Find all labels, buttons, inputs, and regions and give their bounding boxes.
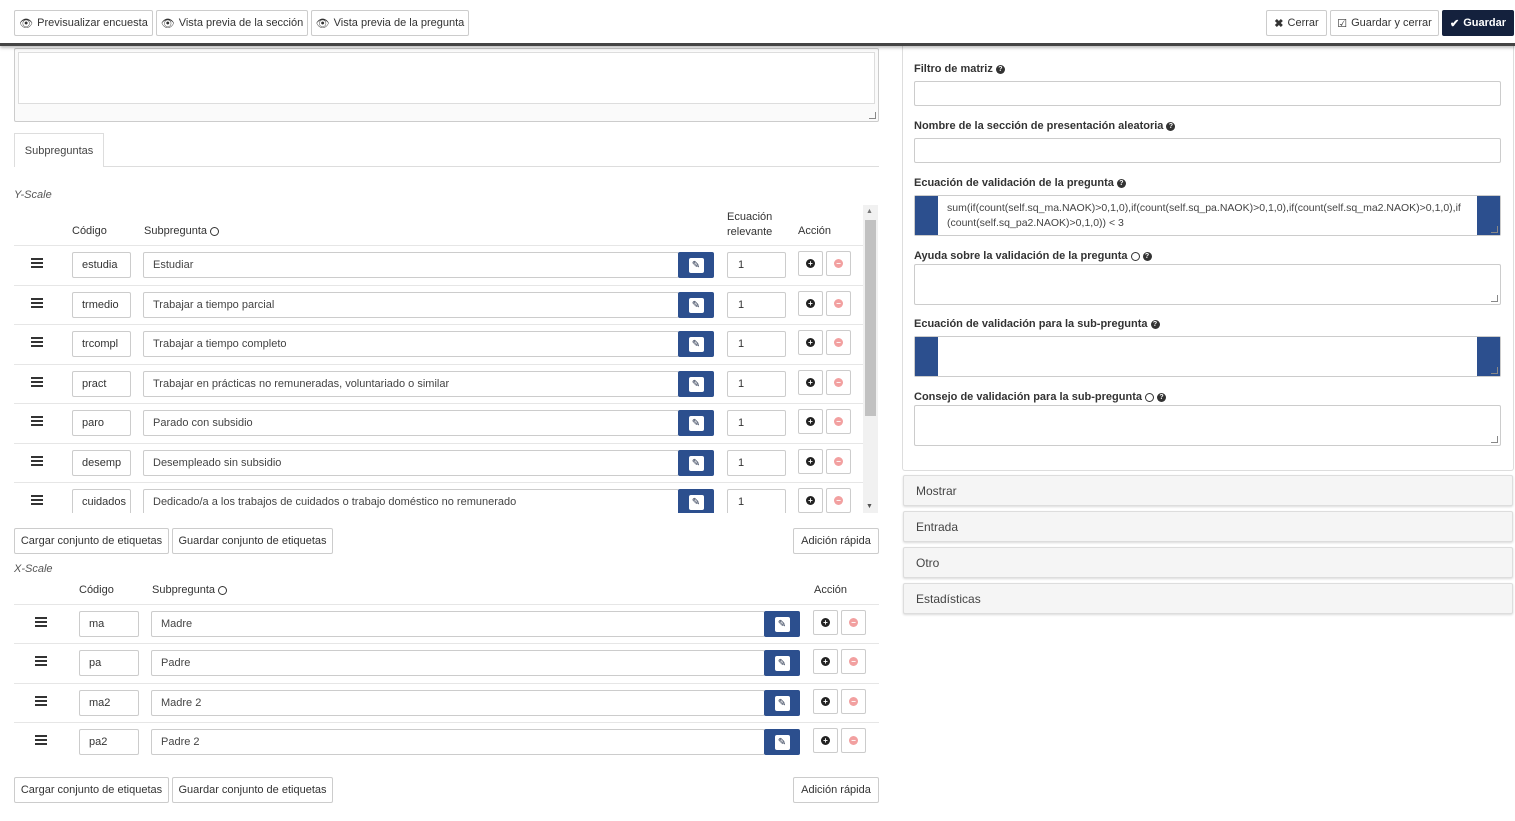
y-header-subquestion: Subpregunta (144, 225, 219, 237)
y-scale-rows (0, 0, 880, 513)
accordion-display[interactable]: Mostrar (903, 475, 1513, 506)
drag-handle-icon[interactable] (35, 735, 47, 745)
row-divider (14, 403, 863, 404)
row-divider (14, 324, 863, 325)
pencil-icon: ✎ (775, 617, 790, 632)
x-header-subquestion: Subpregunta (152, 584, 227, 596)
plus-icon: + (806, 259, 815, 268)
add-row-button[interactable] (813, 649, 838, 674)
top-toolbar (0, 0, 1515, 46)
drag-handle-icon[interactable] (31, 495, 43, 505)
pencil-icon: ✎ (689, 495, 704, 510)
x-load-labels-button[interactable]: Cargar conjunto de etiquetas (14, 777, 169, 803)
add-row-button[interactable] (798, 449, 823, 474)
globe-icon (218, 586, 227, 595)
subquestion-code-input[interactable]: paro (72, 410, 131, 436)
minus-icon: − (834, 338, 843, 347)
validation-help-input[interactable] (914, 264, 1501, 305)
random-group-input[interactable] (914, 138, 1501, 163)
add-row-button[interactable] (813, 689, 838, 714)
save-button[interactable]: ✔ Guardar (1442, 10, 1514, 36)
x-save-labels-button[interactable]: Guardar conjunto de etiquetas (172, 777, 333, 803)
x-scale-title: X-Scale (14, 563, 53, 575)
row-divider (14, 364, 863, 365)
edit-button[interactable] (678, 410, 714, 436)
edit-button[interactable] (678, 252, 714, 278)
subquestion-text-input[interactable]: Dedicado/a a los trabajos de cuidados o trabajo doméstico no remunerado (143, 489, 679, 513)
delete-row-button[interactable] (826, 449, 851, 474)
subquestion-text-input[interactable]: Trabajar a tiempo completo (143, 331, 679, 357)
drag-handle-icon[interactable] (31, 258, 43, 268)
sub-validation-equation-label: Ecuación de validación para la sub-pregunta ? (914, 318, 1160, 330)
delete-row-button[interactable] (841, 689, 866, 714)
plus-icon: + (821, 736, 830, 745)
globe-icon (1145, 393, 1154, 402)
plus-icon: + (821, 697, 830, 706)
edit-button[interactable] (678, 489, 714, 513)
add-row-button[interactable] (798, 251, 823, 276)
expression-left-handle[interactable] (915, 196, 938, 235)
globe-icon (1131, 252, 1140, 261)
delete-row-button[interactable] (826, 488, 851, 513)
sub-validation-tip-input[interactable] (914, 405, 1501, 446)
help-icon[interactable]: ? (996, 65, 1005, 74)
edit-button[interactable] (764, 690, 800, 716)
preview-survey-button[interactable]: 👁 Previsualizar encuesta (14, 10, 153, 36)
delete-row-button[interactable] (826, 370, 851, 395)
checkbox-icon: ☑ (1337, 17, 1348, 30)
minus-icon: − (834, 259, 843, 268)
subquestion-text-input[interactable]: Padre (151, 650, 765, 676)
add-row-button[interactable] (813, 728, 838, 753)
plus-icon: + (806, 338, 815, 347)
subquestion-code-input[interactable]: desemp (72, 450, 131, 476)
close-icon: ✖ (1274, 17, 1284, 30)
expression-left-handle[interactable] (915, 337, 938, 376)
minus-icon: − (834, 496, 843, 505)
relevance-input[interactable]: 1 (727, 331, 786, 357)
relevance-input[interactable]: 1 (727, 292, 786, 318)
add-row-button[interactable] (798, 409, 823, 434)
plus-icon: + (821, 657, 830, 666)
plus-icon: + (821, 618, 830, 627)
subquestion-code-input[interactable]: pract (72, 371, 131, 397)
check-icon: ✔ (1449, 17, 1460, 30)
subquestion-text-input[interactable]: Madre 2 (151, 690, 765, 716)
drag-handle-icon[interactable] (35, 656, 47, 666)
row-divider (14, 443, 863, 444)
accordion-input[interactable]: Entrada (903, 511, 1513, 542)
x-quick-add-button[interactable]: Adición rápida (793, 777, 879, 803)
edit-button[interactable] (764, 650, 800, 676)
delete-row-button[interactable] (826, 291, 851, 316)
drag-handle-icon[interactable] (31, 298, 43, 308)
edit-button[interactable] (764, 611, 800, 637)
minus-icon: − (834, 299, 843, 308)
minus-icon: − (834, 457, 843, 466)
sub-validation-equation-input[interactable] (914, 336, 1501, 377)
row-divider (14, 683, 879, 684)
add-row-button[interactable] (798, 488, 823, 513)
y-header-action: Acción (798, 225, 832, 237)
delete-row-button[interactable] (826, 251, 851, 276)
preview-section-button[interactable]: 👁 Vista previa de la sección (156, 10, 308, 36)
pencil-icon: ✎ (775, 656, 790, 671)
minus-icon: − (849, 618, 858, 627)
expression-right-handle[interactable] (1477, 337, 1500, 376)
matrix-filter-input[interactable] (914, 81, 1501, 106)
add-row-button[interactable] (798, 370, 823, 395)
help-icon[interactable]: ? (1151, 320, 1160, 329)
subquestion-text-input[interactable]: Madre (151, 611, 765, 637)
minus-icon: − (849, 736, 858, 745)
accordion-statistics[interactable]: Estadísticas (903, 583, 1513, 614)
x-header-action: Acción (814, 584, 848, 596)
help-icon[interactable]: ? (1143, 252, 1152, 261)
add-row-button[interactable] (798, 291, 823, 316)
relevance-input[interactable]: 1 (727, 410, 786, 436)
eye-icon: 👁 (315, 17, 330, 30)
drag-handle-icon[interactable] (35, 617, 47, 627)
y-header-relevance: Ecuación relevante (727, 211, 773, 238)
y-scrollbar[interactable]: ▲ ▼ (863, 205, 878, 513)
drag-handle-icon[interactable] (35, 696, 47, 706)
subquestion-code-input[interactable]: trcompl (72, 331, 131, 357)
save-close-button[interactable]: ☑ Guardar y cerrar (1330, 10, 1439, 36)
row-divider (14, 285, 863, 286)
expression-right-handle[interactable] (1477, 196, 1500, 235)
minus-icon: − (834, 417, 843, 426)
y-quick-add-button[interactable]: Adición rápida (793, 528, 879, 554)
drag-handle-icon[interactable] (31, 377, 43, 387)
subquestion-text-input[interactable]: Estudiar (143, 252, 679, 278)
delete-row-button[interactable] (826, 409, 851, 434)
drag-handle-icon[interactable] (31, 416, 43, 426)
tab-subquestions[interactable]: Subpreguntas (14, 133, 104, 167)
y-save-labels-button[interactable]: Guardar conjunto de etiquetas (172, 528, 333, 554)
edit-button[interactable] (678, 331, 714, 357)
edit-button[interactable] (678, 450, 714, 476)
pencil-icon: ✎ (689, 258, 704, 273)
subquestion-text-input[interactable]: Trabajar en prácticas no remuneradas, voluntariado o similar (143, 371, 679, 397)
edit-button[interactable] (764, 729, 800, 755)
validation-equation-input[interactable]: sum(if(count(self.sq_ma.NAOK)>0,1,0),if(count(self.sq_pa.NAOK)>0,1,0),if(count(self.sq_ma2.NAOK)>0,1,0),if(count(self.sq_pa2.NAOK)>0,1,0)) < 3 (914, 195, 1501, 236)
relevance-input[interactable]: 1 (727, 371, 786, 397)
drag-handle-icon[interactable] (31, 456, 43, 466)
subquestion-text-input[interactable]: Trabajar a tiempo parcial (143, 292, 679, 318)
pencil-icon: ✎ (775, 696, 790, 711)
subquestion-code-input[interactable]: pa (79, 650, 139, 676)
validation-equation-label: Ecuación de validación de la pregunta ? (914, 177, 1126, 189)
relevance-input[interactable]: 1 (727, 489, 786, 513)
plus-icon: + (806, 417, 815, 426)
eye-icon: 👁 (19, 17, 34, 30)
help-icon[interactable]: ? (1166, 122, 1175, 131)
help-icon[interactable]: ? (1117, 179, 1126, 188)
pencil-icon: ✎ (775, 735, 790, 750)
edit-button[interactable] (678, 292, 714, 318)
subquestion-text-input[interactable]: Parado con subsidio (143, 410, 679, 436)
subquestion-code-input[interactable]: pa2 (79, 729, 139, 755)
random-group-label: Nombre de la sección de presentación aleatoria ? (914, 120, 1175, 132)
eye-icon: 👁 (160, 17, 175, 30)
pencil-icon: ✎ (689, 416, 704, 431)
row-divider (14, 245, 863, 246)
sub-validation-tip-label: Consejo de validación para la sub-pregunta ? (914, 391, 1166, 403)
help-icon[interactable]: ? (1157, 393, 1166, 402)
y-header-code: Código (72, 225, 107, 237)
subquestion-text-input[interactable]: Padre 2 (151, 729, 765, 755)
drag-handle-icon[interactable] (31, 337, 43, 347)
subquestion-code-input[interactable]: ma (79, 611, 139, 637)
subquestion-code-input[interactable]: cuidados (72, 489, 131, 513)
subquestion-code-input[interactable]: trmedio (72, 292, 131, 318)
row-divider (14, 722, 879, 723)
close-button[interactable]: ✖ Cerrar (1266, 10, 1327, 36)
row-divider (14, 604, 879, 605)
x-header-code: Código (79, 584, 114, 596)
plus-icon: + (806, 496, 815, 505)
delete-row-button[interactable] (841, 649, 866, 674)
pencil-icon: ✎ (689, 456, 704, 471)
add-row-button[interactable] (798, 330, 823, 355)
minus-icon: − (849, 657, 858, 666)
subquestion-code-input[interactable]: ma2 (79, 690, 139, 716)
delete-row-button[interactable] (841, 728, 866, 753)
matrix-filter-label: Filtro de matriz ? (914, 63, 1005, 75)
edit-button[interactable] (678, 371, 714, 397)
accordion-other[interactable]: Otro (903, 547, 1513, 578)
preview-question-button[interactable]: 👁 Vista previa de la pregunta (311, 10, 469, 36)
minus-icon: − (834, 378, 843, 387)
row-divider (14, 643, 879, 644)
validation-help-label: Ayuda sobre la validación de la pregunta ? (914, 250, 1152, 262)
plus-icon: + (806, 299, 815, 308)
subquestion-code-input[interactable]: estudia (72, 252, 131, 278)
y-load-labels-button[interactable]: Cargar conjunto de etiquetas (14, 528, 169, 554)
delete-row-button[interactable] (826, 330, 851, 355)
y-scale-title: Y-Scale (14, 189, 52, 201)
delete-row-button[interactable] (841, 610, 866, 635)
row-divider (14, 482, 863, 483)
relevance-input[interactable]: 1 (727, 450, 786, 476)
minus-icon: − (849, 697, 858, 706)
pencil-icon: ✎ (689, 337, 704, 352)
plus-icon: + (806, 378, 815, 387)
plus-icon: + (806, 457, 815, 466)
subquestion-text-input[interactable]: Desempleado sin subsidio (143, 450, 679, 476)
add-row-button[interactable] (813, 610, 838, 635)
relevance-input[interactable]: 1 (727, 252, 786, 278)
pencil-icon: ✎ (689, 298, 704, 313)
pencil-icon: ✎ (689, 377, 704, 392)
